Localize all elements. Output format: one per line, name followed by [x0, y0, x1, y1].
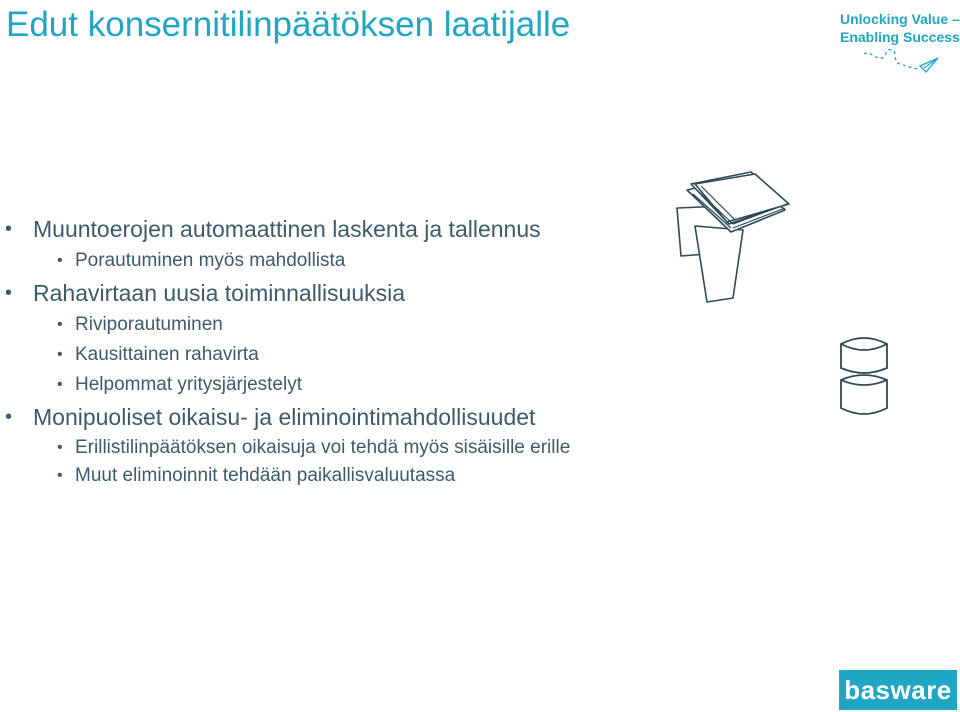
bullet-item [0, 276, 660, 310]
bullet-marker: • [57, 467, 63, 484]
bullet-marker: • [57, 376, 63, 393]
sub-bullet-item [0, 310, 645, 340]
sub-bullet-item [0, 246, 645, 276]
sub-bullet-item [0, 434, 645, 461]
bullet-text: Muut eliminoinnit tehdään paikallisvaluutassa [75, 465, 456, 486]
bullet-text: Riviporautuminen [75, 314, 223, 335]
bullet-list [0, 212, 660, 491]
tagline-line-1: Unlocking Value – [840, 11, 960, 27]
sub-bullet-item [0, 370, 645, 400]
bullet-marker: • [57, 316, 63, 333]
bullet-marker: • [5, 218, 13, 240]
bullet-marker: • [57, 439, 63, 456]
bullet-text: Monipuoliset oikaisu- ja eliminointimahdollisuudet [33, 404, 536, 430]
bullet-marker: • [5, 282, 13, 304]
bullet-item [0, 212, 660, 246]
bullet-marker: • [57, 252, 63, 269]
bullet-text: Helpommat yritysjärjestelyt [75, 374, 302, 395]
paper-plane-icon [862, 46, 942, 80]
bullet-text: Rahavirtaan uusia toiminnallisuuksia [33, 280, 406, 306]
bullet-item [0, 400, 660, 434]
bullet-marker: • [5, 406, 13, 428]
basware-logo: basware [839, 670, 957, 710]
bullet-text: Muuntoerojen automaattinen laskenta ja tallennus [33, 216, 541, 242]
sub-bullet-item [0, 461, 645, 491]
tagline [840, 10, 960, 46]
bullet-text: Porautuminen myös mahdollista [75, 250, 346, 271]
bullet-marker: • [57, 346, 63, 363]
paper-stack-icon [667, 170, 792, 305]
bullet-text: Kausittainen rahavirta [75, 344, 259, 365]
page-title: Edut konsernitilinpäätöksen laatijalle [6, 5, 571, 44]
tagline-line-2: Enabling Success [840, 29, 960, 45]
sub-bullet-item [0, 340, 645, 370]
bullet-text: Erillistilinpäätöksen oikaisuja voi tehdä myös sisäisille erille [75, 437, 571, 458]
database-icon [836, 332, 892, 420]
